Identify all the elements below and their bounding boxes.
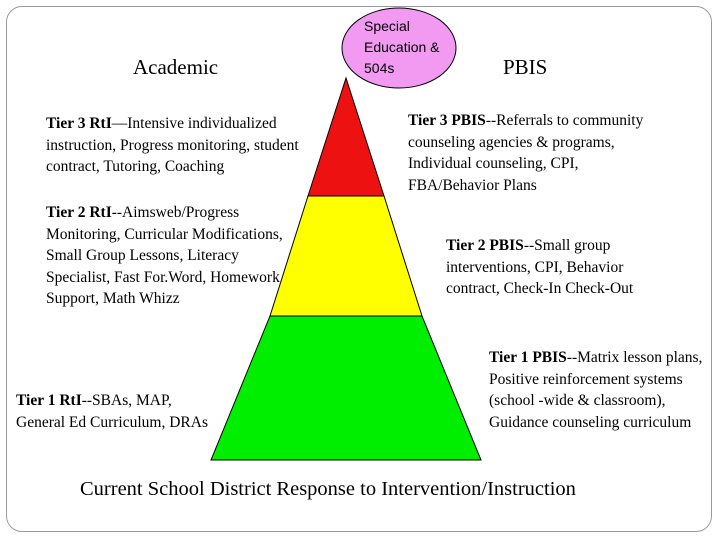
tier3-pbis-title: Tier 3 PBIS — [408, 112, 486, 129]
tier2-rti-title: Tier 2 RtI — [46, 204, 112, 221]
tier1-rti-title: Tier 1 RtI — [16, 392, 82, 409]
tier1-pbis-text: Tier 1 PBIS--Matrix lesson plans, Positive reinforcement systems (school -wide & classroom), Guidance counseling curriculum — [489, 349, 703, 431]
special-ed-label: Special Education & 504s — [364, 18, 440, 76]
tier1-pbis-title: Tier 1 PBIS — [489, 349, 567, 366]
pyramid-tier-2 — [270, 196, 422, 316]
tier3-rti-text: Tier 3 RtI—Intensive individualized instruction, Progress monitoring, student contract, Tutoring, Coaching — [46, 115, 299, 175]
tier2-rti-text: Tier 2 RtI--Aimsweb/Progress Monitoring, Curricular Modifications, Small Group Lessons, Literacy Specialist, Fast For.Word, Homework Support, Math Whizz — [46, 204, 283, 307]
pbis-heading: PBIS — [503, 55, 548, 79]
academic-heading: Academic — [133, 55, 219, 79]
slide-caption: Current School District Response to Intervention/Instruction — [80, 478, 576, 500]
tier3-rti-title: Tier 3 RtI — [46, 115, 112, 132]
tier3-pbis-text: Tier 3 PBIS--Referrals to community counseling agencies & programs, Individual counseling, CPI, FBA/Behavior Plans — [408, 112, 644, 194]
pyramid-tier-1 — [211, 316, 481, 460]
tier2-pbis-title: Tier 2 PBIS — [446, 237, 524, 254]
pyramid-tier-3 — [308, 78, 384, 196]
tier2-pbis-text: Tier 2 PBIS--Small group interventions, CPI, Behavior contract, Check-In Check-Out — [446, 237, 634, 297]
tier1-rti-text: Tier 1 RtI--SBAs, MAP, General Ed Curriculum, DRAs — [16, 392, 208, 431]
